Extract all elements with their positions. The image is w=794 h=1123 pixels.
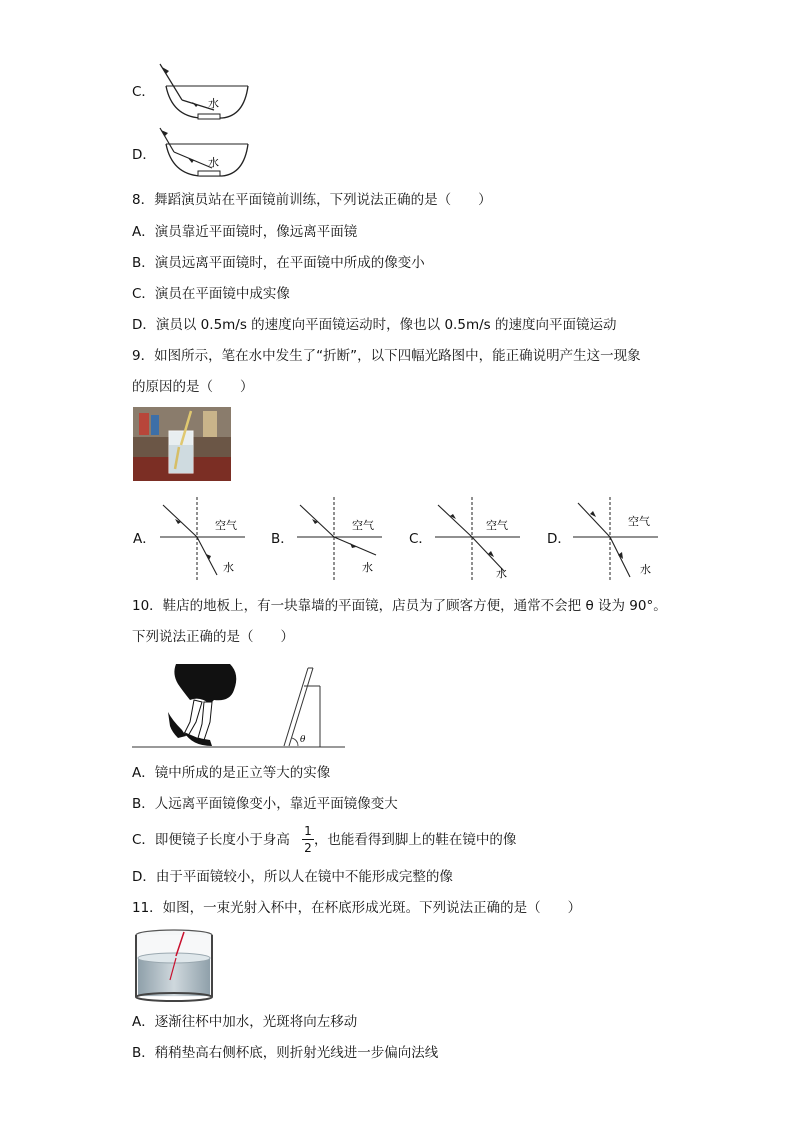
pen-in-water-photo [133, 407, 231, 481]
water-label: 水 [496, 567, 507, 580]
q8-option-a: A．演员靠近平面镜时，像远离平面镜 [132, 224, 358, 240]
q10-option-c [132, 831, 516, 849]
q10-option-b: B．人远离平面镜像变小，靠近平面镜像变大 [132, 796, 398, 812]
water-label: 水 [208, 156, 219, 169]
q9-diagram-d-label: D． [547, 531, 571, 547]
water-label: 水 [640, 563, 651, 576]
q8-option-c: C．演员在平面镜中成实像 [132, 286, 290, 302]
q8-option-d: D．演员以 0.5m/s 的速度向平面镜运动时，像也以 0.5m/s 的速度向平面镜运动 [132, 317, 617, 333]
bowl-diagram-d [152, 124, 252, 184]
option-d-label: D． [132, 147, 156, 163]
air-label: 空气 [628, 515, 650, 528]
bowl-diagram-c [152, 62, 252, 124]
q9-stem-line2: 的原因的是（ ） [132, 379, 254, 395]
water-label: 水 [362, 561, 373, 574]
fraction-bar [302, 839, 314, 840]
theta-label: θ [300, 735, 306, 745]
q9-diagram-c-label: C． [409, 531, 432, 547]
q9-diagram-d [568, 495, 663, 583]
q11-option-a: A．逐渐往杯中加水，光斑将向左移动 [132, 1014, 358, 1030]
q10-option-a: A．镜中所成的是正立等大的实像 [132, 765, 331, 781]
q8-option-b: B．演员远离平面镜时，在平面镜中所成的像变小 [132, 255, 425, 271]
q11-stem: 11．如图，一束光射入杯中，在杯底形成光斑。下列说法正确的是（ ） [132, 900, 582, 916]
shoe-mirror-diagram [132, 660, 347, 750]
fraction-numerator: 1 [304, 824, 312, 838]
q10-option-d: D．由于平面镜较小，所以人在镜中不能形成完整的像 [132, 869, 453, 885]
q10-stem-line2: 下列说法正确的是（ ） [132, 629, 294, 645]
air-label: 空气 [486, 519, 508, 532]
air-label: 空气 [215, 519, 237, 532]
water-label: 水 [223, 561, 234, 574]
fraction-denominator: 2 [304, 841, 312, 855]
air-label: 空气 [352, 519, 374, 532]
beaker-light-diagram [132, 928, 216, 1002]
q9-diagram-b-label: B． [271, 531, 294, 547]
q10-option-c-text: C．即便镜子长度小于身高 [132, 832, 290, 848]
q9-diagram-a [155, 495, 250, 583]
q9-stem-line1: 9．如图所示，笔在水中发生了“折断”，以下四幅光路图中，能正确说明产生这一现象 [132, 348, 641, 364]
q11-option-b: B．稍稍垫高右侧杯底，则折射光线进一步偏向法线 [132, 1045, 439, 1061]
q9-diagram-b [292, 495, 387, 583]
q10-option-c-text-end: ，也能看得到脚上的鞋在镜中的像 [313, 832, 517, 848]
q9-diagram-a-label: A． [133, 531, 156, 547]
water-label: 水 [208, 97, 219, 110]
q8-stem: 8．舞蹈演员站在平面镜前训练，下列说法正确的是（ ） [132, 192, 492, 208]
q10-stem-line1: 10．鞋店的地板上，有一块靠墙的平面镜，店员为了顾客方便，通常不会把 θ 设为 90°。 [132, 598, 667, 614]
option-c-label: C． [132, 84, 155, 100]
q9-diagram-c [430, 495, 525, 583]
